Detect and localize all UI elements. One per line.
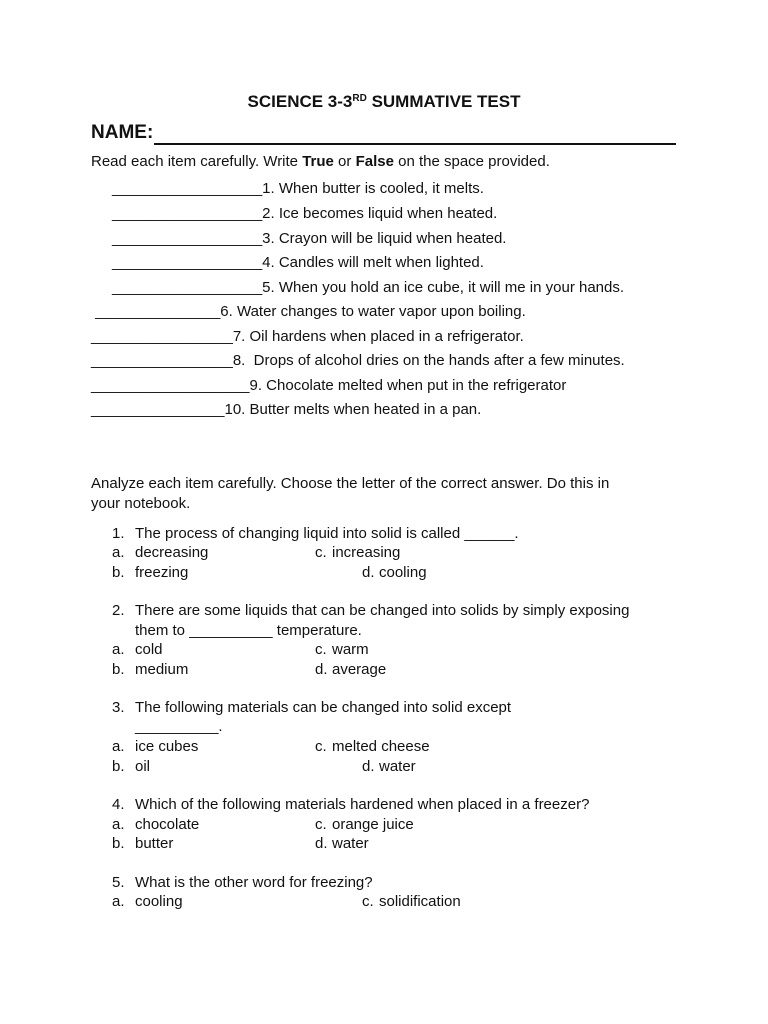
true-false-item: __________________5. When you hold an ice cube, it will me in your hands. xyxy=(112,279,625,296)
choice-letter: c. xyxy=(315,544,327,561)
choice-text: cold xyxy=(135,641,163,658)
title-main: SCIENCE 3-3 xyxy=(247,92,353,111)
question-text: What is the other word for freezing? xyxy=(135,874,373,891)
choice-text: decreasing xyxy=(135,544,209,561)
choice-text: cooling xyxy=(135,893,183,910)
true-false-item: __________________3. Crayon will be liquid when heated. xyxy=(112,230,507,247)
true-false-item: __________________1. When butter is cooled, it melts. xyxy=(112,180,484,197)
choice-letter: d. xyxy=(315,661,328,678)
choice-text: melted cheese xyxy=(332,738,430,755)
question-number: 1. xyxy=(112,525,125,542)
choice-letter: a. xyxy=(112,893,125,910)
name-blank-line xyxy=(154,143,676,145)
instruction-text: Read each item carefully. Write xyxy=(91,153,303,170)
question-text: The following materials can be changed into solid except xyxy=(135,699,512,716)
choice-letter: b. xyxy=(112,661,125,678)
choice-letter: a. xyxy=(112,641,125,658)
choice-letter: b. xyxy=(112,835,125,852)
choice-letter: a. xyxy=(112,816,125,833)
name-label: NAME: xyxy=(91,122,154,143)
question-text: Which of the following materials hardened when placed in a freezer? xyxy=(135,796,590,813)
question-text-continued: __________. xyxy=(135,718,223,735)
true-false-item: ________________10. Butter melts when heated in a pan. xyxy=(91,401,482,418)
instruction-false: False xyxy=(355,153,394,170)
choice-text: water xyxy=(332,835,369,852)
choice-letter: b. xyxy=(112,564,125,581)
choice-text: increasing xyxy=(332,544,401,561)
question-text: There are some liquids that can be changed into solids by simply exposing xyxy=(135,602,630,619)
choice-letter: b. xyxy=(112,758,125,775)
choice-text: water xyxy=(379,758,416,775)
title-rest: SUMMATIVE TEST xyxy=(366,92,521,111)
question-number: 3. xyxy=(112,699,125,716)
choice-text: warm xyxy=(332,641,369,658)
true-false-item: _________________7. Oil hardens when placed in a refrigerator. xyxy=(91,328,524,345)
choice-letter: d. xyxy=(362,564,375,581)
choice-letter: d. xyxy=(315,835,328,852)
choice-letter: a. xyxy=(112,738,125,755)
part1-instruction xyxy=(91,153,550,170)
question-text-continued: them to __________ temperature. xyxy=(135,622,362,639)
question-number: 5. xyxy=(112,874,125,891)
choice-text: ice cubes xyxy=(135,738,199,755)
part2-instruction: Analyze each item carefully. Choose the letter of the correct answer. Do this in xyxy=(91,475,610,492)
instruction-true: True xyxy=(302,153,334,170)
choice-letter: a. xyxy=(112,544,125,561)
instruction-text: or xyxy=(333,153,356,170)
choice-text: orange juice xyxy=(332,816,414,833)
page-title xyxy=(0,92,768,112)
choice-text: butter xyxy=(135,835,174,852)
choice-text: oil xyxy=(135,758,151,775)
true-false-item: _______________6. Water changes to water vapor upon boiling. xyxy=(91,303,526,320)
question-text: The process of changing liquid into solid is called ______. xyxy=(135,525,519,542)
choice-text: chocolate xyxy=(135,816,200,833)
true-false-item: ___________________9. Chocolate melted when put in the refrigerator xyxy=(91,377,567,394)
question-number: 2. xyxy=(112,602,125,619)
choice-text: solidification xyxy=(379,893,461,910)
choice-text: cooling xyxy=(379,564,427,581)
instruction-text: on the space provided. xyxy=(393,153,550,170)
choice-letter: c. xyxy=(315,816,327,833)
choice-letter: c. xyxy=(315,641,327,658)
question-number: 4. xyxy=(112,796,125,813)
choice-letter: c. xyxy=(315,738,327,755)
choice-letter: d. xyxy=(362,758,375,775)
true-false-item: __________________4. Candles will melt when lighted. xyxy=(112,254,484,271)
choice-text: average xyxy=(332,661,387,678)
part2-instruction: your notebook. xyxy=(91,495,191,512)
choice-text: medium xyxy=(135,661,189,678)
title-superscript: RD xyxy=(352,93,367,104)
choice-letter: c. xyxy=(362,893,374,910)
choice-text: freezing xyxy=(135,564,189,581)
true-false-item: _________________8. Drops of alcohol dries on the hands after a few minutes. xyxy=(91,352,625,369)
true-false-item: __________________2. Ice becomes liquid when heated. xyxy=(112,205,498,222)
